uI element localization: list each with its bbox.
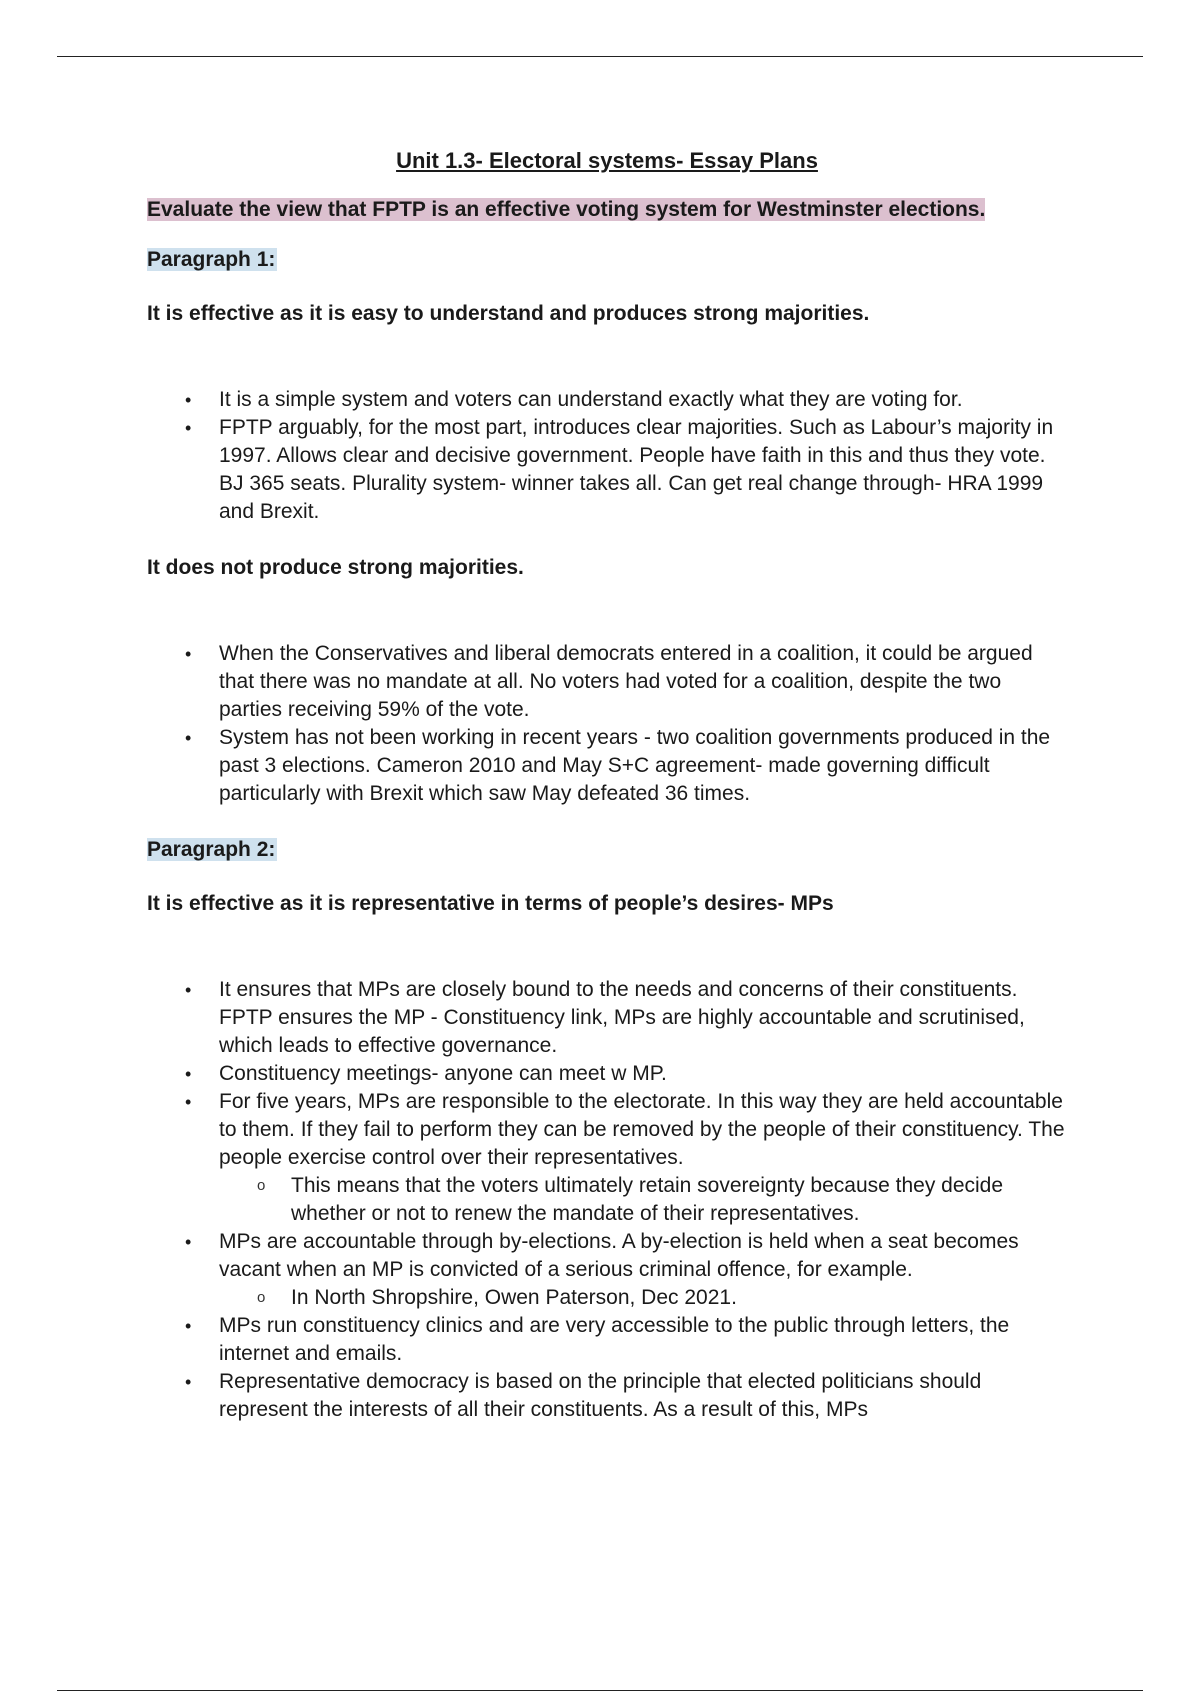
list-item-text: System has not been working in recent years - two coalition governments produced in the past 3 elections. Cameron 2010 and May S+C agreement- made governing difficult particularly with Brexit which saw May defeated 36 times.: [219, 726, 1051, 805]
list-item-text: It ensures that MPs are closely bound to the needs and concerns of their constituents. FPTP ensures the MP - Constituency link, MPs are highly accountable and scrutinised, which leads to effective governance.: [219, 978, 1025, 1057]
list-item: [147, 1312, 1067, 1368]
list-item-text: It is a simple system and voters can understand exactly what they are voting for.: [219, 388, 963, 411]
bullet-icon: •: [185, 418, 192, 438]
list-item: [147, 386, 1067, 414]
sub-list: [219, 1172, 1067, 1228]
list-item: [147, 1088, 1067, 1228]
bullet-icon: •: [185, 1092, 192, 1112]
sub-list-item: [219, 1172, 1067, 1228]
paragraph-1-label: [147, 246, 1067, 274]
footer-rule: [57, 1690, 1143, 1691]
sub-bullet-icon: o: [257, 1289, 266, 1306]
sub-list: [219, 1284, 1067, 1312]
paragraph-1-heading: It is effective as it is easy to understand and produces strong majorities.: [147, 302, 870, 325]
header-rule: [57, 56, 1143, 57]
bullet-icon: •: [185, 980, 192, 1000]
bullet-icon: •: [185, 1372, 192, 1392]
list-item-text: For five years, MPs are responsible to the electorate. In this way they are held accountable to them. If they fail to perform they can be removed by the people of their constituency. The people exercise control over their representatives.: [219, 1090, 1065, 1169]
document-title: Unit 1.3- Electoral systems- Essay Plans: [396, 148, 818, 173]
list-item: [147, 1060, 1067, 1088]
paragraph-1-counter-heading: It does not produce strong majorities.: [147, 556, 524, 579]
paragraph-2-points: [147, 976, 1067, 1424]
paragraph-2-label-text: Paragraph 2:: [147, 838, 276, 861]
document-page: [147, 148, 1067, 1452]
bullet-icon: •: [185, 1064, 192, 1084]
paragraph-1-label-text: Paragraph 1:: [147, 248, 276, 271]
list-item: [147, 1228, 1067, 1312]
sub-list-item-text: In North Shropshire, Owen Paterson, Dec 2021.: [291, 1286, 737, 1309]
list-item-text: MPs run constituency clinics and are very accessible to the public through letters, the internet and emails.: [219, 1314, 1010, 1365]
essay-question-text: Evaluate the view that FPTP is an effective voting system for Westminster elections.: [147, 198, 986, 221]
bullet-icon: •: [185, 1232, 192, 1252]
bullet-icon: •: [185, 390, 192, 410]
sub-bullet-icon: o: [257, 1177, 266, 1194]
paragraph-2-label: [147, 836, 1067, 864]
paragraph-2-heading: It is effective as it is representative in terms of people’s desires- MPs: [147, 892, 834, 915]
sub-list-item-text: This means that the voters ultimately retain sovereignty because they decide whether or not to renew the mandate of their representatives.: [291, 1174, 1004, 1225]
list-item: [147, 1368, 1067, 1424]
list-item-text: When the Conservatives and liberal democrats entered in a coalition, it could be argued that there was no mandate at all. No voters had voted for a coalition, despite the two parties receiving 59% of the vote.: [219, 642, 1033, 721]
bullet-icon: •: [185, 1316, 192, 1336]
list-item: [147, 414, 1067, 526]
bullet-icon: •: [185, 728, 192, 748]
sub-list-item: [219, 1284, 1067, 1312]
bullet-icon: •: [185, 644, 192, 664]
list-item: [147, 976, 1067, 1060]
paragraph-1-counter-points: [147, 640, 1067, 808]
essay-question: [147, 196, 1067, 224]
list-item-text: Representative democracy is based on the principle that elected politicians should represent the interests of all their constituents. As a result of this, MPs: [219, 1370, 982, 1421]
list-item-text: FPTP arguably, for the most part, introduces clear majorities. Such as Labour’s majority in 1997. Allows clear and decisive government. People have faith in this and thus they vote. BJ 365 seats. Plurality system- winner takes all. Can get real change through- HRA 1999 and Brexit.: [219, 416, 1054, 523]
paragraph-1-points: [147, 386, 1067, 526]
list-item: [147, 640, 1067, 724]
list-item-text: MPs are accountable through by-elections. A by-election is held when a seat becomes vacant when an MP is convicted of a serious criminal offence, for example.: [219, 1230, 1019, 1281]
list-item: [147, 724, 1067, 808]
list-item-text: Constituency meetings- anyone can meet w MP.: [219, 1062, 667, 1085]
